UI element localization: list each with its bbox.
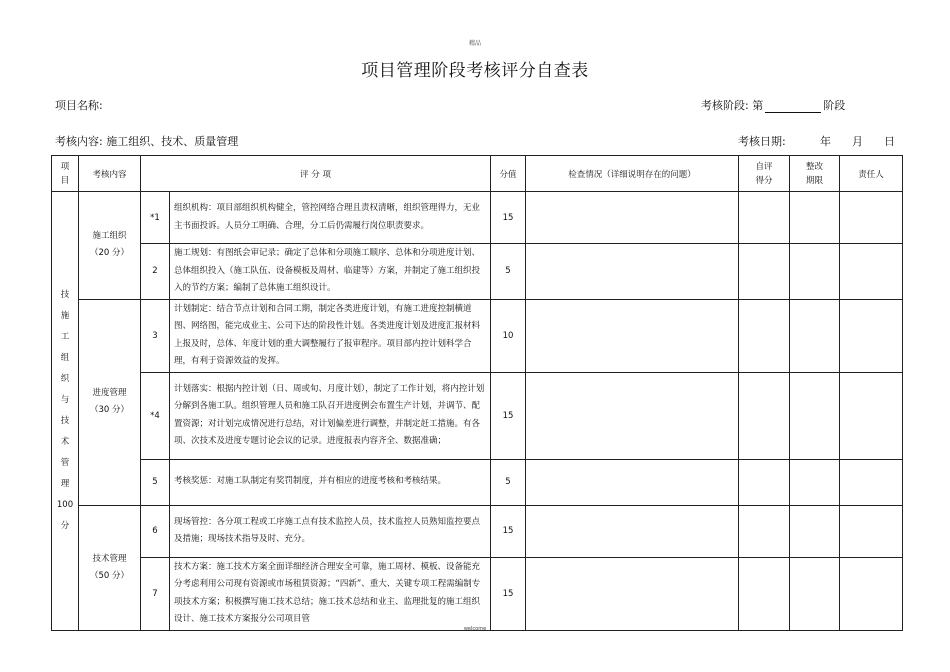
table-row: [52, 299, 903, 372]
item-text: 施工规划：有图纸会审记录；确定了总体和分项施工顺序、总体和分项进度计划、总体组织投入（施工队伍、设备模板及周材、临建等）方案，并制定了施工组织投入的节约方案；编制了总体施工组织设计。: [170, 244, 491, 300]
header-self-score: 自评 得分: [739, 156, 790, 192]
item-text: 计划落实：根据内控计划（日、周或旬、月度计划），制定了工作计划，将内控计划分解到各施工队。组织管理人员和施工队召开进度例会布置生产计划，并调节、配置资源；对计划完成情况进行总结，对计划偏差进行调整，并制定赶工措施。有各项、次技术及进度专题讨论会议的记录。进度报表内容齐全、数据准确；: [170, 372, 491, 459]
stage-suffix: 阶段: [823, 99, 846, 112]
deadline-cell[interactable]: [790, 505, 840, 557]
check-cell[interactable]: [526, 459, 739, 505]
item-score: 5: [491, 459, 526, 505]
date-label: 考核日期:: [738, 135, 786, 148]
self-score-cell[interactable]: [739, 244, 790, 300]
person-cell[interactable]: [840, 299, 903, 372]
item-text: 计划制定：结合节点计划和合同工期，制定各类进度计划，有施工进度控制横道图、网络图，能完成业主、公司下达的阶段性计划。各类进度计划及进度汇报材料上报及时，总体、年度计划的重大调整履行了报审程序。项目部内控计划科学合理，有利于资源效益的发挥。: [170, 299, 491, 372]
project-name-label: 项目名称:: [55, 99, 103, 112]
item-no: 3: [141, 299, 170, 372]
self-score-cell[interactable]: [739, 459, 790, 505]
table-row: [52, 557, 903, 630]
self-score-cell[interactable]: [739, 557, 790, 630]
category-cell: 技术管理 （50 分）: [79, 505, 141, 630]
self-score-cell[interactable]: [739, 505, 790, 557]
person-cell[interactable]: [840, 459, 903, 505]
item-score: 15: [491, 372, 526, 459]
self-score-cell[interactable]: [739, 372, 790, 459]
stage-field: [701, 97, 845, 113]
table-header-row: [52, 156, 903, 192]
self-score-cell[interactable]: [739, 299, 790, 372]
header-check: 检查情况（详细说明存在的问题）: [526, 156, 739, 192]
project-cell: 技 施 工 组 织 与 技 术 管 理 100 分: [52, 192, 79, 631]
category-cell: 进度管理 （30 分）: [79, 299, 141, 505]
table-row: [52, 505, 903, 557]
table-row: [52, 192, 903, 244]
header-deadline: 整改 期限: [790, 156, 840, 192]
item-text: 现场管控：各分项工程或工序施工点有技术监控人员，技术监控人员熟知监控要点及措施；现场技术指导及时、充分。: [170, 505, 491, 557]
deadline-cell[interactable]: [790, 372, 840, 459]
person-cell[interactable]: [840, 505, 903, 557]
check-cell[interactable]: [526, 192, 739, 244]
person-cell[interactable]: [840, 557, 903, 630]
item-score: 5: [491, 244, 526, 300]
item-text: 考核奖惩：对施工队制定有奖罚制度，并有相应的进度考核和考核结果。: [170, 459, 491, 505]
date-year: 年: [820, 135, 831, 148]
check-cell[interactable]: [526, 505, 739, 557]
table-row: [52, 372, 903, 459]
person-cell[interactable]: [840, 192, 903, 244]
category-cell: 施工组织 （20 分）: [79, 192, 141, 300]
item-no: *4: [141, 372, 170, 459]
person-cell[interactable]: [840, 244, 903, 300]
item-score: 15: [491, 557, 526, 630]
deadline-cell[interactable]: [790, 192, 840, 244]
page-footer: welcome: [463, 626, 487, 632]
table-row: [52, 459, 903, 505]
stage-blank: [765, 101, 821, 113]
assessment-table: [51, 155, 903, 631]
item-score: 15: [491, 505, 526, 557]
deadline-cell[interactable]: [790, 557, 840, 630]
item-score: 15: [491, 192, 526, 244]
page-header-tag: 精品: [468, 40, 481, 47]
deadline-cell[interactable]: [790, 459, 840, 505]
check-cell[interactable]: [526, 244, 739, 300]
deadline-cell[interactable]: [790, 299, 840, 372]
table-row: [52, 244, 903, 300]
item-text: 技术方案：施工技术方案全面详细经济合理安全可靠，施工周材、模板、设备能充分考虑利用公司现有资源或市场租赁资源；“四新”、重大、关键专项工程需编制专项技术方案；积极撰写施工技术总结；施工技术总结和业主、监理批复的施工组织设计、施工技术方案报分公司项目管: [170, 557, 491, 630]
check-cell[interactable]: [526, 372, 739, 459]
stage-prefix: 考核阶段: 第: [701, 99, 764, 112]
item-no: 2: [141, 244, 170, 300]
date-day: 日: [884, 135, 895, 148]
self-score-cell[interactable]: [739, 192, 790, 244]
check-cell[interactable]: [526, 557, 739, 630]
item-score: 10: [491, 299, 526, 372]
header-project: 项 目: [52, 156, 79, 192]
item-no: 7: [141, 557, 170, 630]
item-no: *1: [141, 192, 170, 244]
item-text: 组织机构：项目部组织机构健全，管控网络合理且责权清晰，组织管理得力，无业主书面投诉。人员分工明确、合理，分工后仍需履行岗位职责要求。: [170, 192, 491, 244]
header-items: 评 分 项: [141, 156, 491, 192]
deadline-cell[interactable]: [790, 244, 840, 300]
assessment-content: 考核内容: 施工组织、技术、质量管理: [55, 135, 239, 148]
person-cell[interactable]: [840, 372, 903, 459]
item-no: 5: [141, 459, 170, 505]
item-no: 6: [141, 505, 170, 557]
header-person: 责任人: [840, 156, 903, 192]
page-title: 项目管理阶段考核评分自查表: [361, 61, 589, 81]
header-content: 考核内容: [79, 156, 141, 192]
check-cell[interactable]: [526, 299, 739, 372]
header-score: 分值: [491, 156, 526, 192]
date-month: 月: [852, 135, 863, 148]
